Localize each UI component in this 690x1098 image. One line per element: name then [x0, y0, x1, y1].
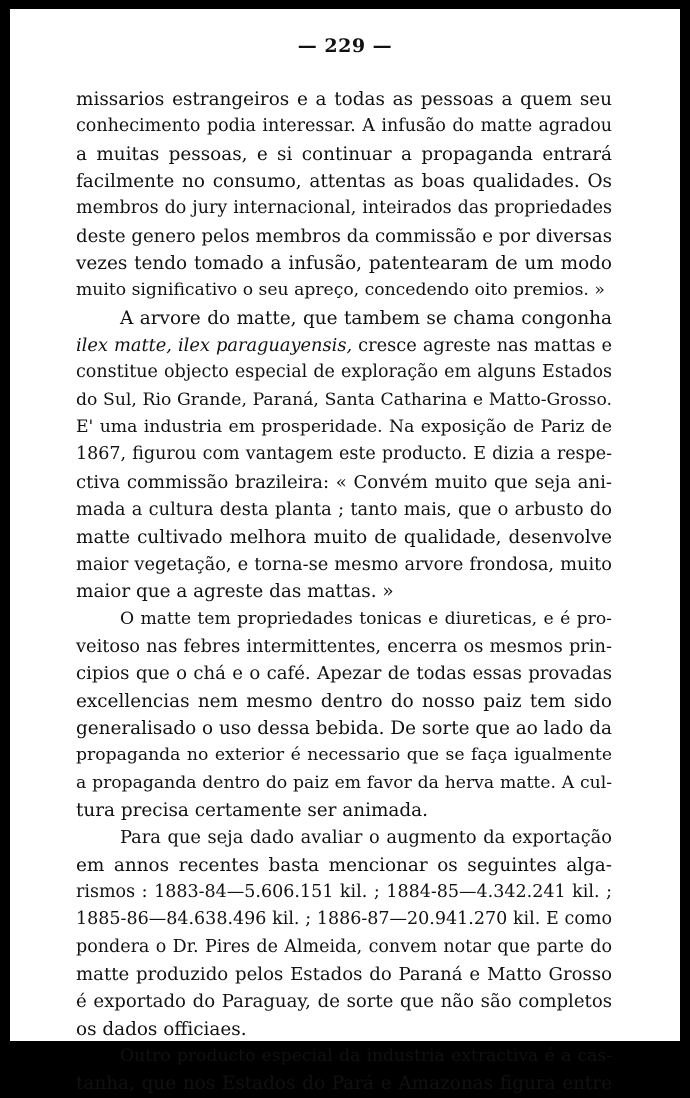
page-number: — 229 — — [297, 35, 393, 57]
text-line: deste genero pelos membros da commissão e por diversas — [76, 225, 612, 247]
text-line: membros do jury internacional, inteirados das propriedades — [76, 198, 612, 219]
text-line: A arvore do matte, que tambem se chama congonha — [120, 307, 612, 329]
text-line: veitoso nas febres intermittentes, encerra os mesmos prin- — [76, 635, 612, 657]
text-line: generalisado o uso dessa bebida. De sorte que ao lado da — [76, 717, 612, 739]
body-text — [76, 86, 612, 1098]
text-line: 1867, figurou com vantagem este producto. E dizia a respe- — [76, 444, 612, 465]
text-line: rismos : 1883-84—5.606.151 kil. ; 1884-85—4.342.241 kil. ; — [76, 881, 612, 902]
text-line: cipios que o chá e o café. Apezar de todas essas provadas — [76, 663, 612, 685]
text-line: a muitas pessoas, e si continuar a propaganda entrará — [76, 143, 612, 165]
italic-text: ilex matte, ilex paraguayensis, — [76, 335, 353, 357]
line-rest: cresce agreste nas mattas e — [352, 335, 612, 357]
text-line: é exportado do Paraguay, de sorte que não são completos — [76, 991, 612, 1013]
text-line: vezes tendo tomado a infusão, patentearam de um modo — [76, 253, 612, 275]
text-line: os dados officiaes. — [76, 1018, 247, 1040]
text-line: propaganda no exterior é necessario que se faça igualmente — [76, 745, 612, 766]
text-line: conhecimento podia interessar. A infusão do matte agradou — [76, 116, 612, 137]
text-line: Para que seja dado avaliar o augmento da exportação — [120, 827, 612, 849]
text-line: pondera o Dr. Pires de Almeida, convem notar que parte do — [76, 936, 612, 957]
text-line — [76, 332, 612, 359]
text-line: Outro producto especial da industria extractiva é a cas- — [120, 1046, 612, 1067]
document-page — [10, 9, 680, 1095]
text-line: muito significativo o seu apreço, concedendo oito premios. » — [76, 280, 605, 301]
text-line: facilmente no consumo, attentas as boas qualidades. Os — [76, 171, 612, 193]
text-line: constitue objecto especial de exploração em alguns Estados — [76, 362, 612, 383]
text-line: E' uma industria em prosperidade. Na exposição de Pariz de — [76, 417, 612, 438]
text-line: tura precisa certamente ser animada. — [76, 799, 428, 821]
text-line: em annos recentes basta mencionar os seguintes alga- — [76, 854, 612, 876]
text-line: 1885-86—84.638.496 kil. ; 1886-87—20.941.270 kil. E como — [76, 909, 612, 930]
text-line: a propaganda dentro do paiz em favor da herva matte. A cul- — [76, 772, 612, 793]
text-line: mada a cultura desta planta ; tanto mais, que o arbusto do — [76, 499, 612, 521]
text-line: do Sul, Rio Grande, Paraná, Santa Catharina e Matto-Grosso. — [76, 389, 612, 410]
text-line: ctiva commissão brazileira: « Convém muito que seja ani- — [76, 471, 612, 493]
text-line: matte cultivado melhora muito de qualidade, desenvolve — [76, 526, 612, 548]
text-line: O matte tem propriedades tonicas e diureticas, e é pro- — [120, 608, 612, 629]
text-line: tanha, que nos Estados do Pará e Amazonas figura entre — [76, 1073, 612, 1095]
text-line: matte produzido pelos Estados do Paraná e Matto Grosso — [76, 964, 612, 985]
text-line: maior que a agreste das mattas. » — [76, 581, 394, 603]
text-line: missarios estrangeiros e a todas as pessoas a quem seu — [76, 89, 612, 110]
text-line: maior vegetação, e torna-se mesmo arvore frondosa, muito — [76, 553, 612, 575]
text-line: excellencias nem mesmo dentro do nosso paiz tem sido — [76, 690, 612, 712]
